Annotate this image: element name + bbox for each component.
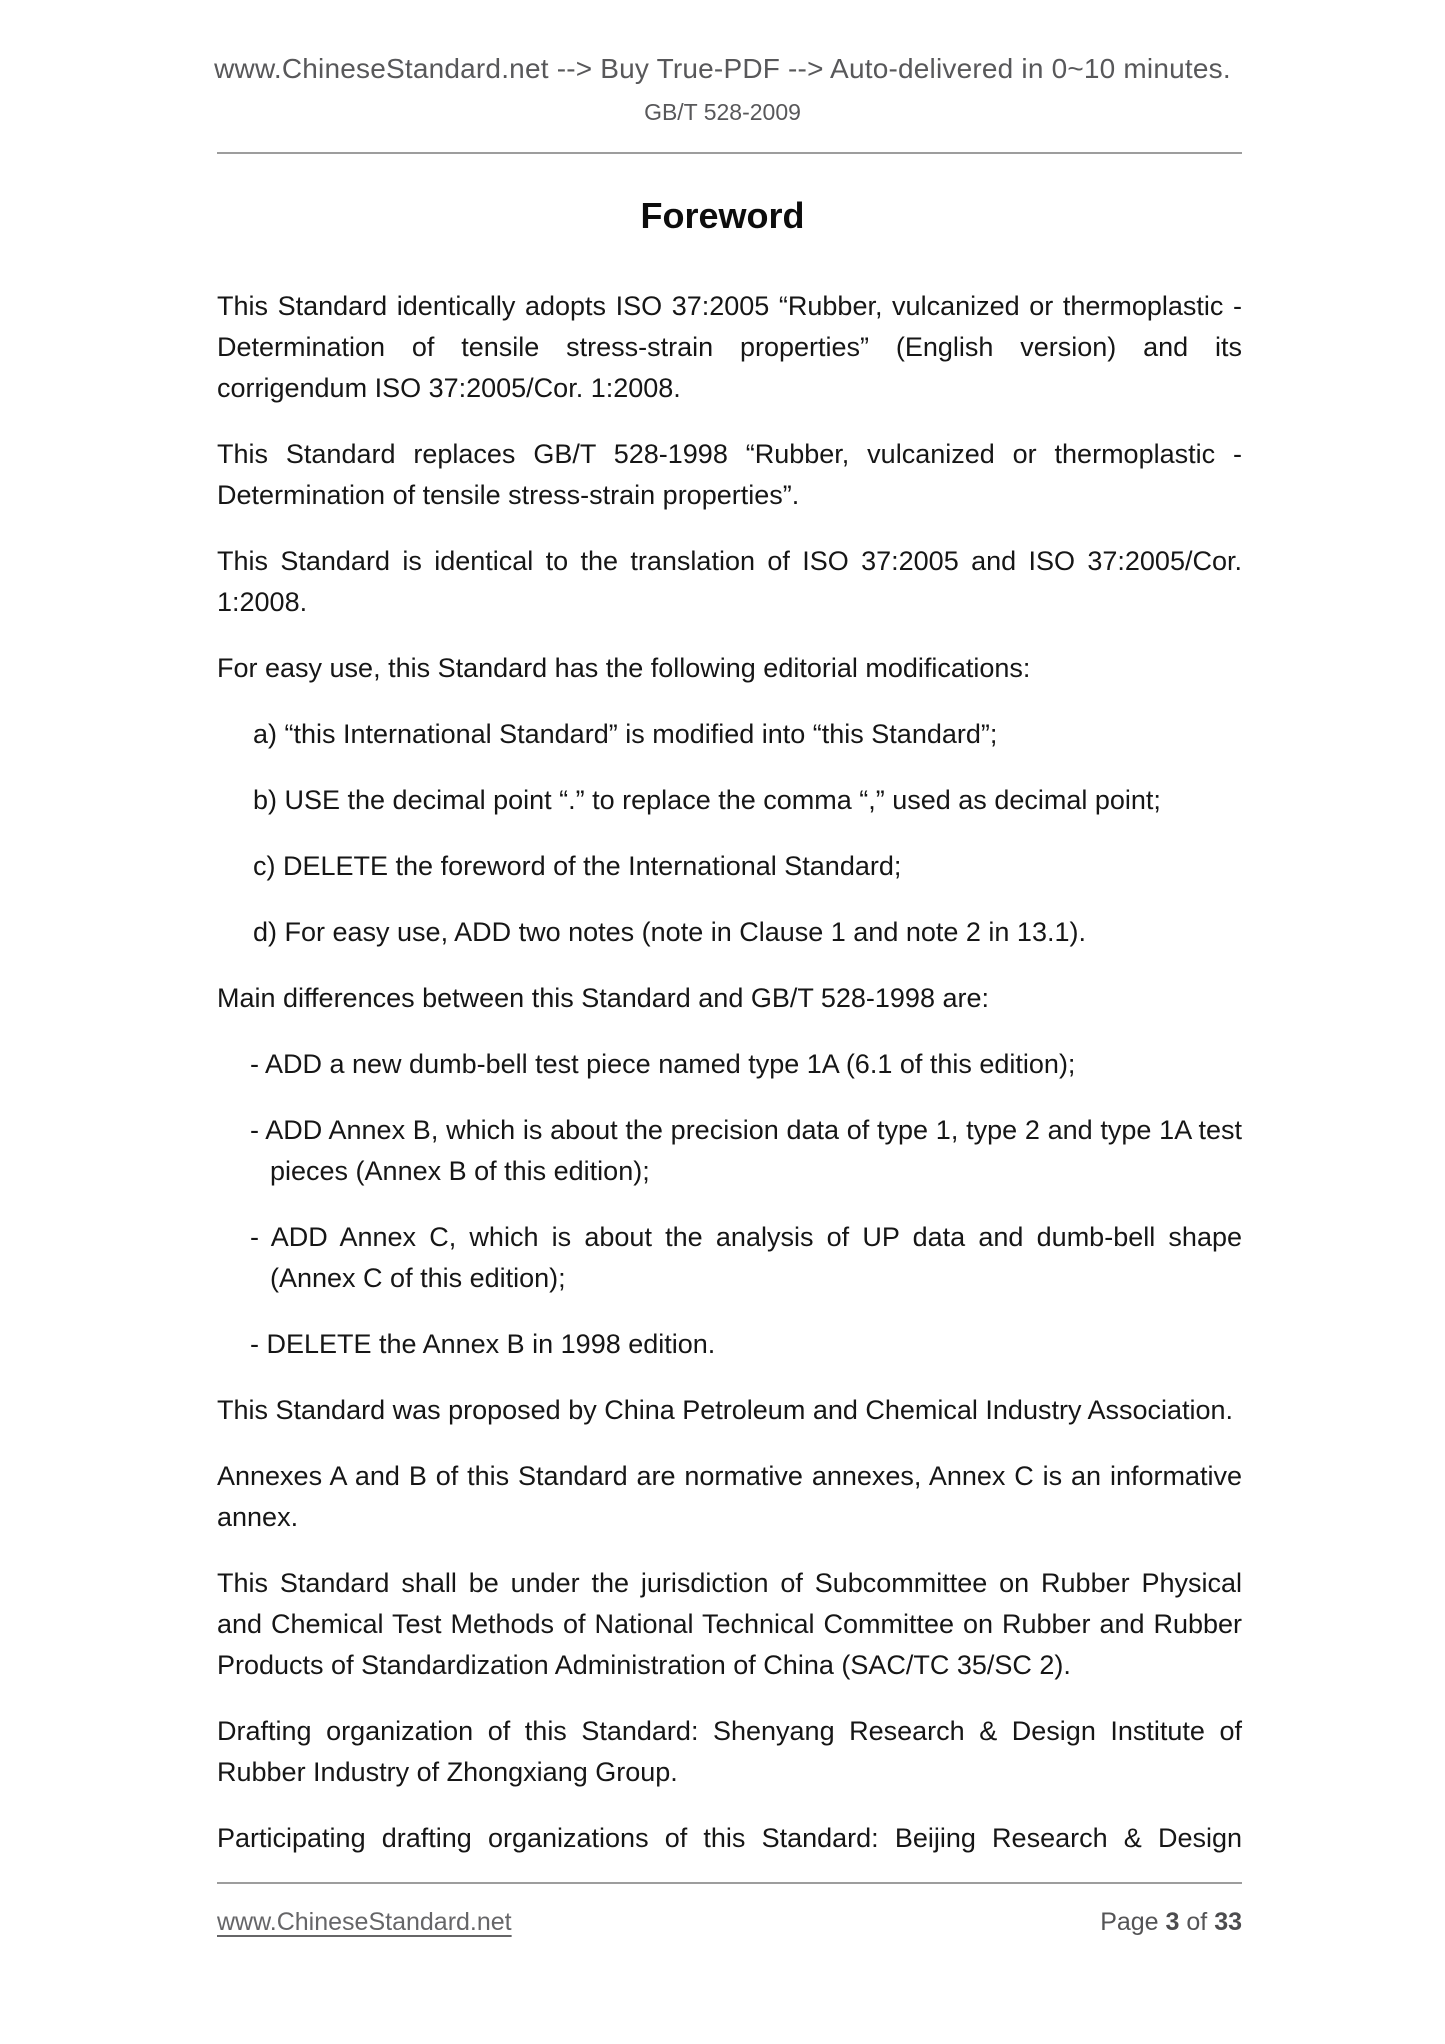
footer-page-current: 3 — [1165, 1908, 1180, 1936]
paragraph: This Standard replaces GB/T 528-1998 “Rubber, vulcanized or thermoplastic - Determination of tensile stress-strain properties”. — [217, 439, 1242, 510]
list-item-alpha: b) USE the decimal point “.” to replace the comma “,” used as decimal point; — [253, 785, 1161, 815]
footer-page-label: Page — [1100, 1908, 1166, 1936]
paragraph: For easy use, this Standard has the following editorial modifications: — [217, 653, 1031, 683]
footer-page-of: of — [1179, 1908, 1215, 1936]
paragraph: Main differences between this Standard and GB/T 528-1998 are: — [217, 983, 989, 1013]
page-footer — [217, 1908, 1242, 1937]
list-item-dash: - ADD Annex C, which is about the analysis of UP data and dumb-bell shape (Annex C of this edition); — [250, 1222, 1242, 1293]
paragraph: This Standard identically adopts ISO 37:2005 “Rubber, vulcanized or thermoplastic - Determination of tensile stress-strain properties” (English version) and its corrigendum ISO 37:2005/Cor. 1:2008. — [217, 291, 1242, 403]
footer-page-total: 33 — [1214, 1908, 1242, 1936]
paragraph: This Standard is identical to the translation of ISO 37:2005 and ISO 37:2005/Cor. 1:2008. — [217, 546, 1242, 617]
footer-site-link[interactable]: www.ChineseStandard.net — [217, 1908, 512, 1936]
paragraph: Annexes A and B of this Standard are normative annexes, Annex C is an informative annex. — [217, 1461, 1242, 1532]
footer-divider — [217, 1882, 1242, 1884]
list-item-dash: - ADD a new dumb-bell test piece named type 1A (6.1 of this edition); — [250, 1049, 1076, 1079]
page-title: Foreword — [640, 195, 805, 236]
list-item-alpha: d) For easy use, ADD two notes (note in Clause 1 and note 2 in 13.1). — [253, 917, 1086, 947]
header-doc-code: GB/T 528-2009 — [644, 99, 801, 125]
header-banner: www.ChineseStandard.net --> Buy True-PDF --> Auto-delivered in 0~10 minutes. — [214, 53, 1231, 84]
document-body — [217, 286, 1242, 1859]
paragraph: This Standard shall be under the jurisdiction of Subcommittee on Rubber Physical and Chemical Test Methods of National Technical Committee on Rubber and Rubber Products of Standardization Administration of China (SAC/TC 35/SC 2). — [217, 1568, 1242, 1680]
paragraph: Participating drafting organizations of this Standard: Beijing Research & Design — [217, 1823, 1242, 1853]
list-item-alpha: a) “this International Standard” is modified into “this Standard”; — [253, 719, 998, 749]
page-header — [0, 0, 1445, 126]
footer-page-indicator — [1100, 1908, 1242, 1937]
header-divider — [217, 152, 1242, 154]
list-item-alpha: c) DELETE the foreword of the International Standard; — [253, 851, 902, 881]
paragraph: Drafting organization of this Standard: Shenyang Research & Design Institute of Rubber Industry of Zhongxiang Group. — [217, 1716, 1242, 1787]
list-item-dash: - DELETE the Annex B in 1998 edition. — [250, 1329, 716, 1359]
paragraph: This Standard was proposed by China Petroleum and Chemical Industry Association. — [217, 1395, 1234, 1425]
list-item-dash: - ADD Annex B, which is about the precision data of type 1, type 2 and type 1A test pieces (Annex B of this edition); — [250, 1115, 1242, 1186]
